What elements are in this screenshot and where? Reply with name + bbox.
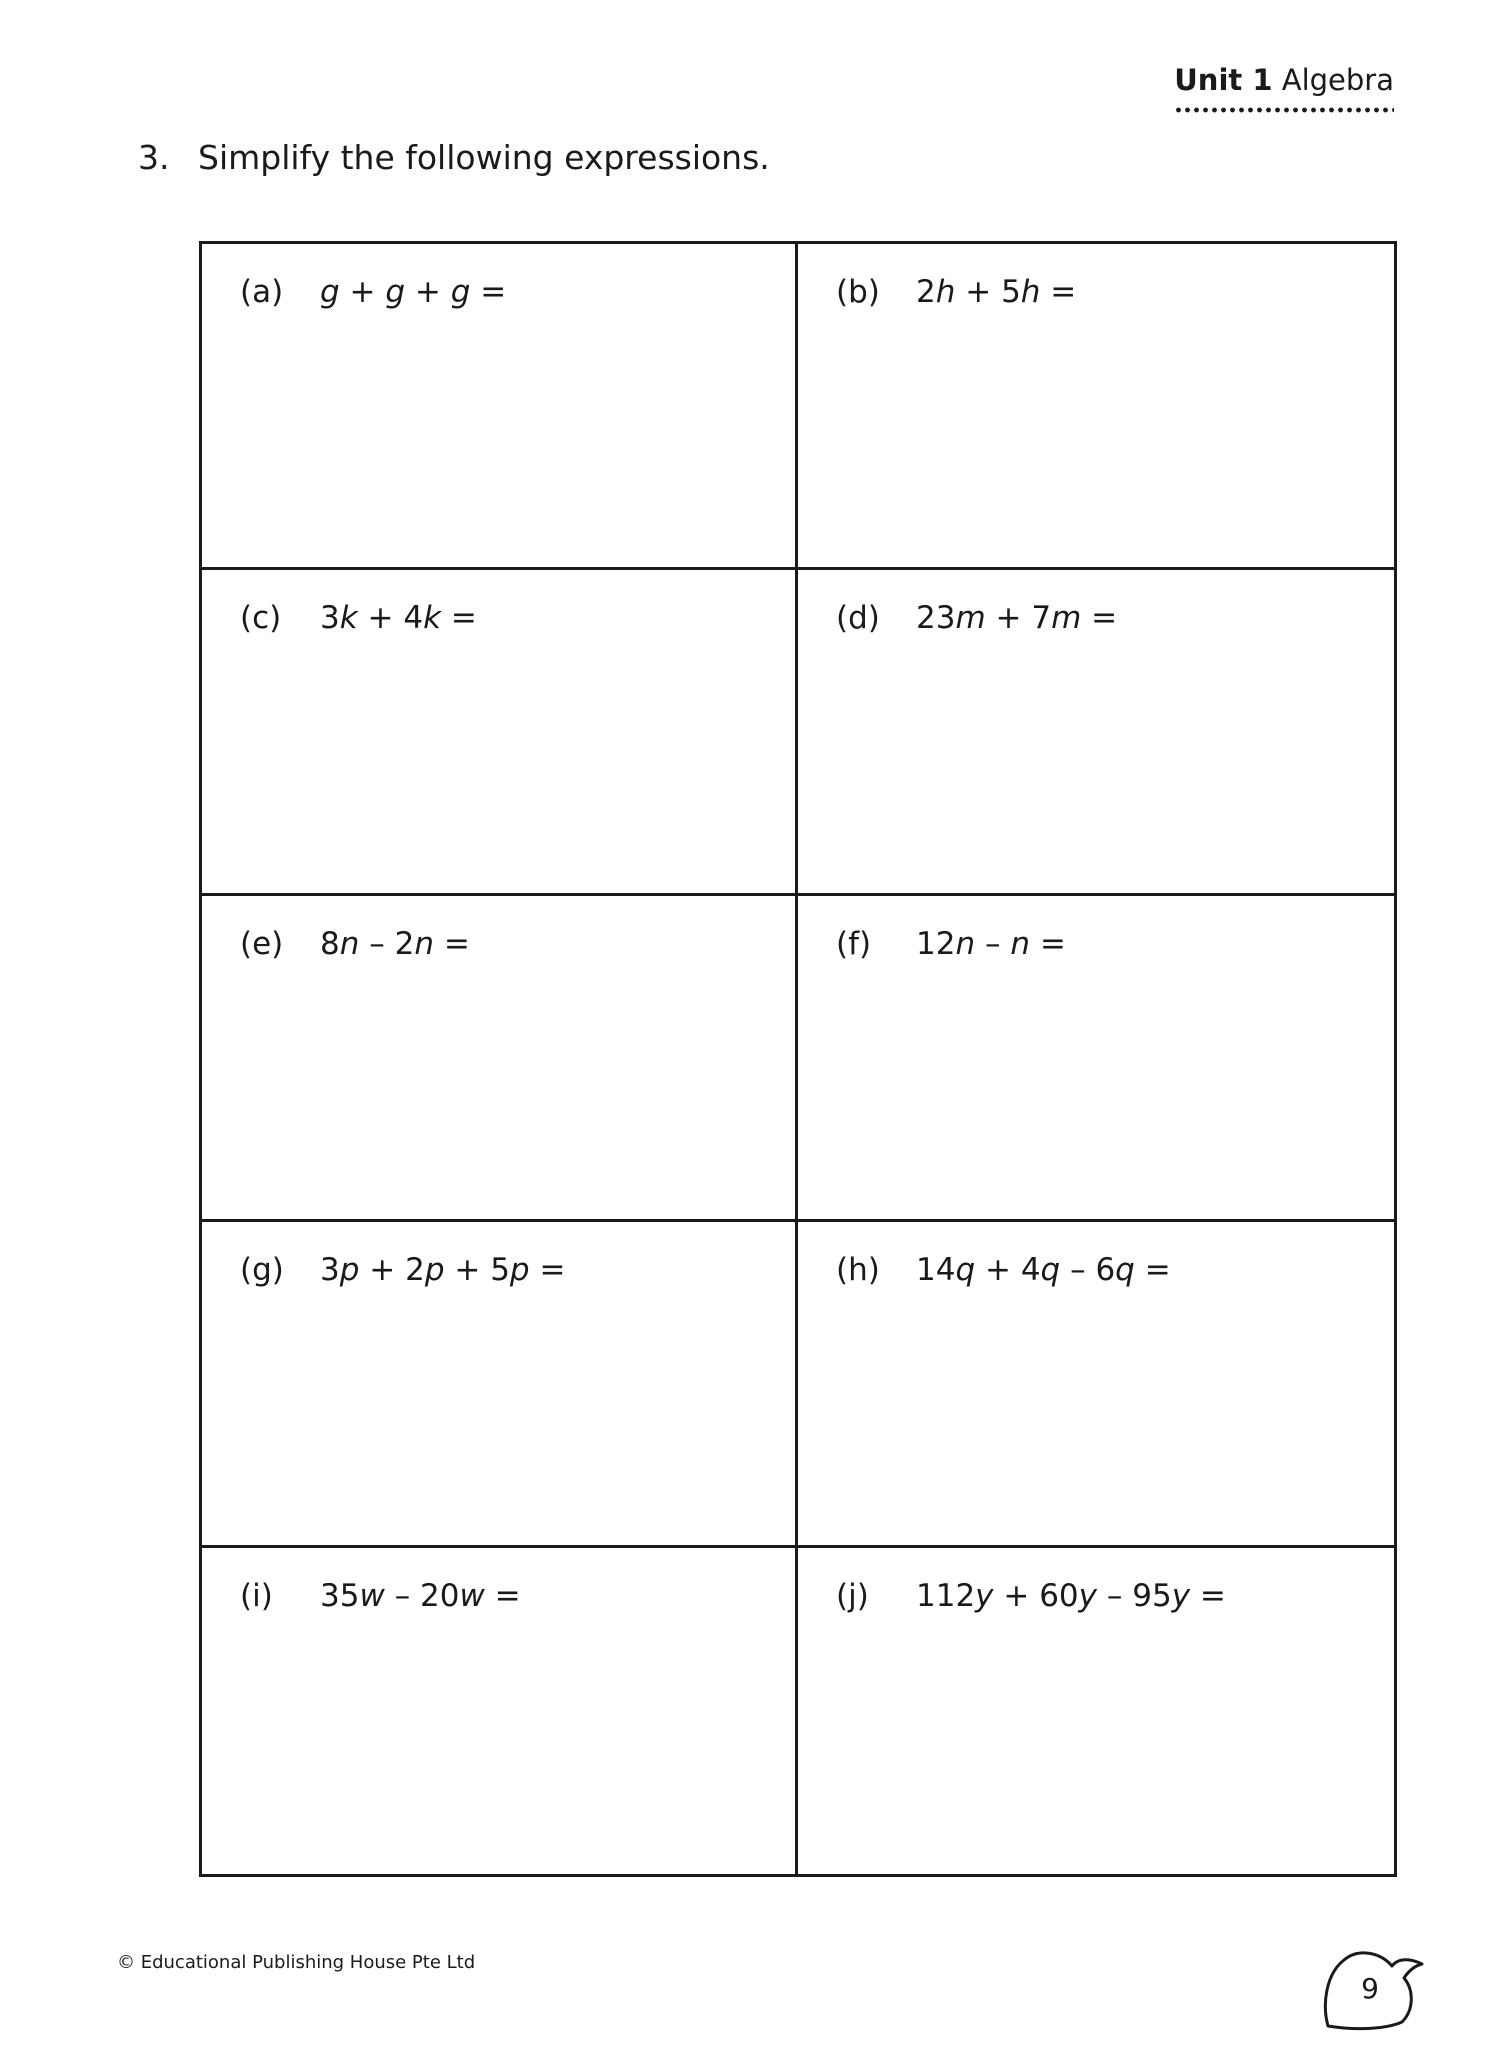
exercise-cell[interactable] (202, 570, 798, 896)
expression-text: + 2 (359, 1252, 425, 1288)
variable: n (414, 926, 434, 962)
exercise-label: (b) (836, 274, 880, 310)
exercise-cell[interactable] (798, 570, 1394, 896)
variable: g (385, 274, 406, 310)
exercise-cell[interactable] (798, 1222, 1394, 1548)
expression-text: = (1081, 600, 1118, 636)
expression-text: 35 (320, 1578, 360, 1614)
expression-text: – (975, 926, 1011, 962)
expression-text: 14 (916, 1252, 956, 1288)
expression-text: – 20 (384, 1578, 460, 1614)
expression-text: – 2 (359, 926, 415, 962)
expression-text: = (1190, 1578, 1226, 1614)
expression-text: 3 (320, 1252, 340, 1288)
exercise-grid (199, 241, 1397, 1877)
exercise-expression (320, 274, 506, 310)
exercise-cell[interactable] (798, 1548, 1394, 1874)
expression-text: 12 (916, 926, 956, 962)
exercise-cell[interactable] (798, 896, 1394, 1222)
variable: p (509, 1252, 530, 1288)
exercise-label: (d) (836, 600, 880, 636)
expression-text: + 7 (985, 600, 1052, 636)
exercise-expression (916, 1578, 1226, 1614)
expression-text: = (1029, 926, 1066, 962)
variable: p (339, 1252, 360, 1288)
variable: n (1010, 926, 1030, 962)
expression-text: = (529, 1252, 566, 1288)
variable: h (935, 274, 956, 310)
exercise-expression (916, 600, 1117, 636)
variable: k (423, 600, 442, 636)
expression-text: – 95 (1097, 1578, 1172, 1614)
expression-text: 23 (916, 600, 956, 636)
unit-topic: Algebra (1281, 63, 1394, 97)
expression-text: + 5 (444, 1252, 510, 1288)
variable: q (1115, 1252, 1135, 1288)
question-number: 3. (138, 138, 170, 177)
variable: w (459, 1578, 485, 1614)
exercise-cell[interactable] (202, 1222, 798, 1548)
variable: m (1051, 600, 1082, 636)
exercise-expression (916, 1252, 1171, 1288)
expression-text: = (441, 600, 477, 636)
variable: y (1171, 1578, 1191, 1614)
exercise-label: (e) (240, 926, 284, 962)
exercise-label: (f) (836, 926, 872, 962)
exercise-cell[interactable] (202, 244, 798, 570)
expression-text: + 4 (975, 1252, 1041, 1288)
variable: n (955, 926, 976, 962)
exercise-label: (j) (836, 1578, 869, 1614)
exercise-cell[interactable] (202, 1548, 798, 1874)
unit-header (1174, 63, 1394, 97)
expression-text: 3 (320, 600, 340, 636)
variable: k (339, 600, 358, 636)
expression-text: + 5 (955, 274, 1021, 310)
expression-text: = (1040, 274, 1077, 310)
page-number: 9 (1361, 1972, 1379, 2005)
variable: w (359, 1578, 385, 1614)
expression-text: + (339, 274, 386, 310)
expression-text: 8 (320, 926, 340, 962)
question-heading (138, 138, 770, 178)
exercise-expression (916, 926, 1066, 962)
variable: n (339, 926, 360, 962)
variable: y (975, 1578, 994, 1614)
expression-text: = (484, 1578, 521, 1614)
expression-text: = (1134, 1252, 1171, 1288)
expression-text: 112 (916, 1578, 976, 1614)
exercise-cell[interactable] (798, 244, 1394, 570)
variable: h (1020, 274, 1041, 310)
exercise-expression (320, 1578, 521, 1614)
exercise-label: (i) (240, 1578, 273, 1614)
expression-text: + 60 (993, 1578, 1079, 1614)
expression-text: + 4 (357, 600, 424, 636)
exercise-expression (916, 274, 1076, 310)
expression-text: – 6 (1060, 1252, 1116, 1288)
question-text: Simplify the following expressions. (198, 138, 770, 177)
variable: y (1078, 1578, 1098, 1614)
exercise-expression (320, 1252, 565, 1288)
dotted-underline (1174, 107, 1394, 113)
variable: g (450, 274, 471, 310)
exercise-expression (320, 600, 477, 636)
copyright-footer: © Educational Publishing House Pte Ltd (117, 1952, 476, 1973)
variable: q (1040, 1252, 1061, 1288)
exercise-label: (h) (836, 1252, 880, 1288)
exercise-expression (320, 926, 470, 962)
expression-text: = (433, 926, 470, 962)
variable: q (955, 1252, 976, 1288)
unit-label: Unit 1 (1174, 63, 1273, 97)
expression-text: = (470, 274, 507, 310)
variable: m (955, 600, 986, 636)
variable: g (320, 274, 340, 310)
exercise-cell[interactable] (202, 896, 798, 1222)
exercise-label: (c) (240, 600, 282, 636)
exercise-label: (a) (240, 274, 284, 310)
variable: p (424, 1252, 445, 1288)
expression-text: 2 (916, 274, 936, 310)
exercise-label: (g) (240, 1252, 284, 1288)
expression-text: + (405, 274, 451, 310)
